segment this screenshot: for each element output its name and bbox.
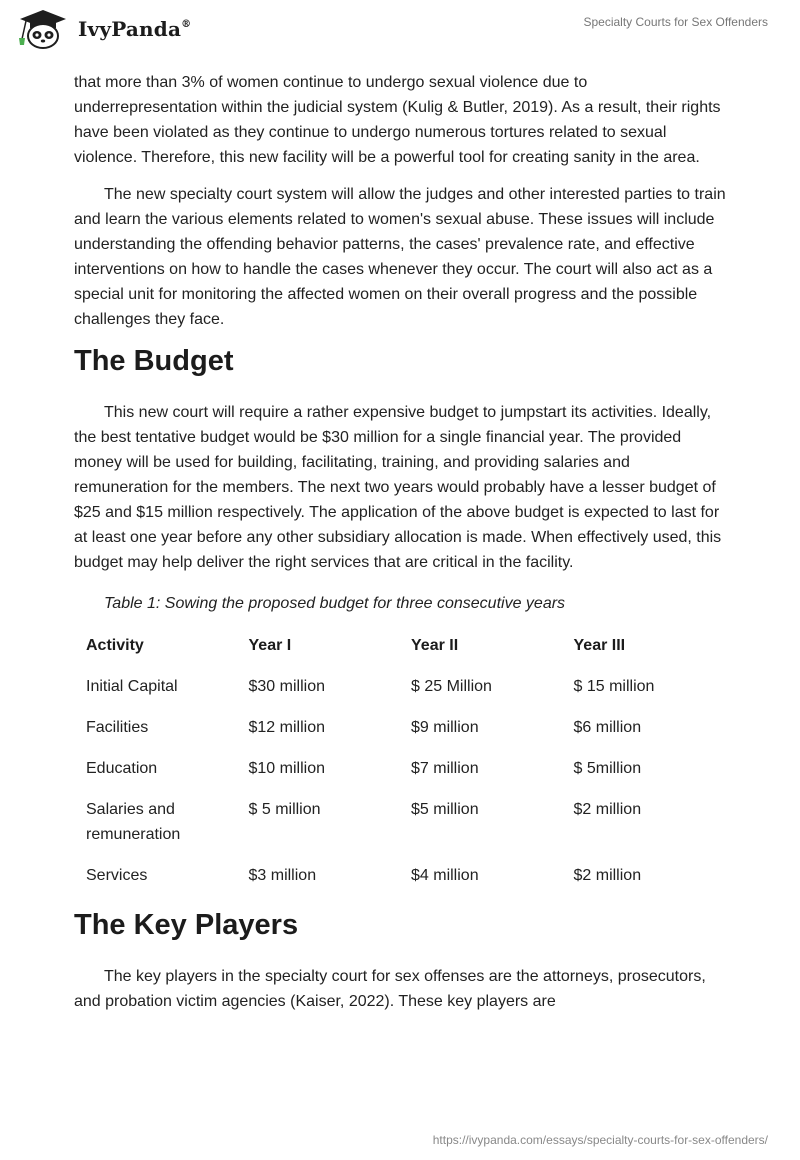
- paragraph-key-players: The key players in the specialty court for sex offenses are the attorneys, prosecutors, and probation victim agencies (Kaiser, 2022). These key players are: [74, 968, 706, 1010]
- brand-name: IvyPanda®: [78, 17, 192, 41]
- table-row: [74, 711, 724, 752]
- heading-budget: The Budget: [74, 345, 234, 377]
- table-cell: $10 million: [248, 760, 325, 777]
- column-header: Year II: [411, 637, 459, 654]
- table-caption: Table 1: Sowing the proposed budget for three consecutive years: [104, 595, 566, 612]
- table-cell: $9 million: [411, 719, 479, 736]
- table-cell: Services: [86, 867, 148, 884]
- column-header: Year I: [248, 637, 292, 654]
- table-cell: $12 million: [248, 719, 325, 736]
- table-cell: $6 million: [573, 719, 642, 736]
- table-row: [74, 793, 724, 859]
- ivypanda-logo[interactable]: [14, 9, 191, 49]
- table-row: [74, 752, 724, 793]
- panda-graduate-icon: [14, 9, 72, 49]
- paragraph-specialty-court: The new specialty court system will allow the judges and other interested parties to train and learn the various elements related to women's sexual abuse. These issues will include understanding the offending behavior patterns, the cases' prevalence rate, and effective interventions on how to handle the cases whenever they occur. The court will also act as a special unit for monitoring the affected women on their overall progress and the possible challenges they face.: [74, 186, 726, 328]
- table-cell: $2 million: [573, 801, 642, 818]
- page-header: [0, 0, 800, 64]
- essay-body: [74, 70, 726, 1026]
- paragraph-intro-continuation: that more than 3% of women continue to undergo sexual violence due to underrepresentation within the judicial system (Kulig & Butler, 2019). As a result, their rights have been violated as they continue to undergo numerous tortures related to sexual violence. Therefore, this new facility will be a powerful tool for creating sanity in the area.: [74, 74, 721, 166]
- table-row: [74, 859, 724, 900]
- table-cell: $ 15 million: [573, 678, 655, 695]
- table-row: [74, 670, 724, 711]
- table-cell: Education: [86, 760, 158, 777]
- column-header: Year III: [573, 637, 626, 654]
- running-title: Specialty Courts for Sex Offenders: [583, 15, 768, 29]
- table-cell: $30 million: [248, 678, 325, 695]
- table-cell: $ 5million: [573, 760, 642, 777]
- table-cell: $4 million: [411, 867, 479, 884]
- column-header: Activity: [86, 637, 144, 654]
- table-cell: $5 million: [411, 801, 479, 818]
- table-header-row: [74, 629, 724, 670]
- footer-source-url[interactable]: https://ivypanda.com/essays/specialty-courts-for-sex-offenders/: [432, 1133, 768, 1147]
- table-cell: Facilities: [86, 719, 149, 736]
- table-cell: $ 25 Million: [411, 678, 492, 695]
- table-cell: Initial Capital: [86, 678, 178, 695]
- table-cell: Salaries and remuneration: [86, 801, 181, 843]
- heading-key-players: The Key Players: [74, 909, 299, 941]
- table-cell: $ 5 million: [248, 801, 321, 818]
- budget-table: [74, 629, 724, 900]
- table-cell: $7 million: [411, 760, 479, 777]
- table-cell: $2 million: [573, 867, 642, 884]
- table-cell: $3 million: [248, 867, 317, 884]
- paragraph-budget: This new court will require a rather expensive budget to jumpstart its activities. Ideally, the best tentative budget would be $30 million for a single financial year. The provided money will be used for building, facilitating, training, and providing salaries and remuneration for the members. The next two years would probably have a lesser budget of $25 and $15 million respectively. The application of the above budget is expected to last for at least one year before any other subsidiary allocation is made. When effectively used, this budget may help deliver the right services that are critical in the facility.: [74, 404, 722, 571]
